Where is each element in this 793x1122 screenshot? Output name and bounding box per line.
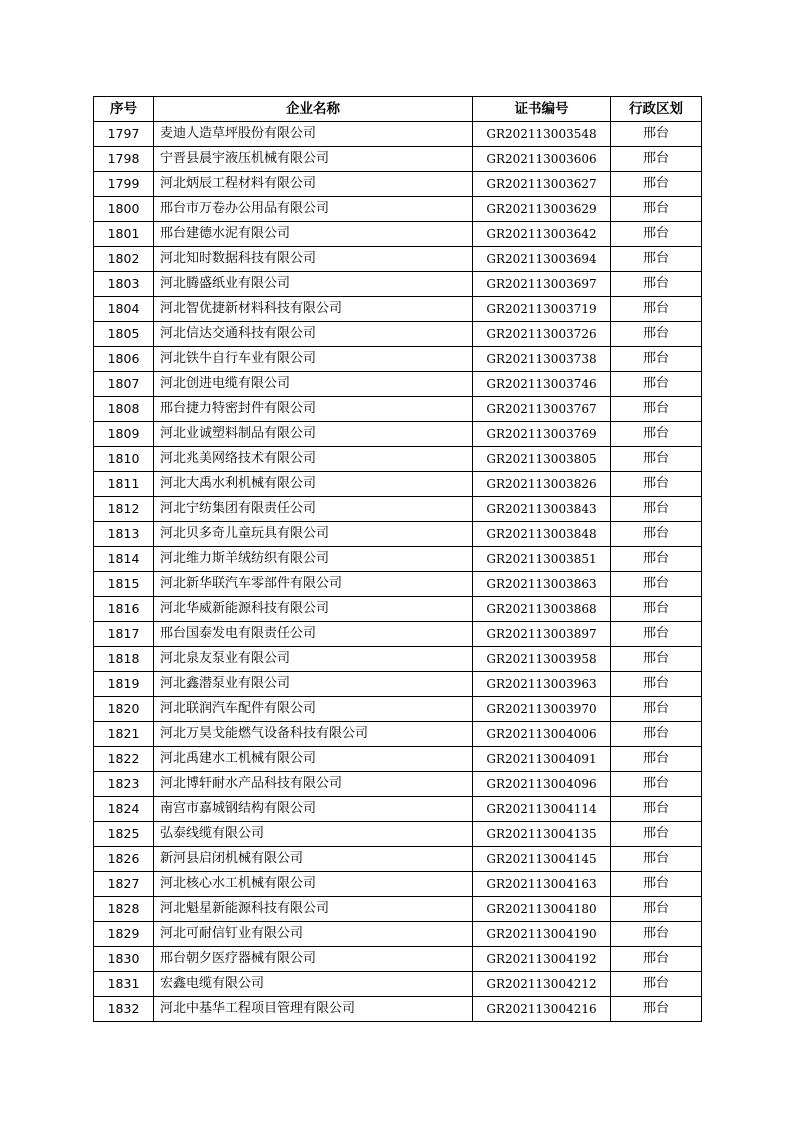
cell-company-name: 宁晋县晨宇液压机械有限公司 bbox=[154, 147, 473, 172]
cell-company-name: 河北核心水工机械有限公司 bbox=[154, 872, 473, 897]
table-row bbox=[94, 697, 702, 722]
cell-index: 1808 bbox=[94, 397, 154, 422]
cell-index: 1810 bbox=[94, 447, 154, 472]
cell-index: 1802 bbox=[94, 247, 154, 272]
cell-certificate-number: GR202113003826 bbox=[473, 472, 611, 497]
cell-district: 邢台 bbox=[611, 872, 702, 897]
cell-district: 邢台 bbox=[611, 472, 702, 497]
cell-index: 1798 bbox=[94, 147, 154, 172]
cell-certificate-number: GR202113003746 bbox=[473, 372, 611, 397]
cell-company-name: 河北中基华工程项目管理有限公司 bbox=[154, 997, 473, 1022]
table-row bbox=[94, 997, 702, 1022]
cell-company-name: 河北新华联汽车零部件有限公司 bbox=[154, 572, 473, 597]
cell-certificate-number: GR202113004096 bbox=[473, 772, 611, 797]
cell-certificate-number: GR202113004135 bbox=[473, 822, 611, 847]
cell-index: 1805 bbox=[94, 322, 154, 347]
header-district: 行政区划 bbox=[611, 97, 702, 122]
table-row bbox=[94, 722, 702, 747]
cell-district: 邢台 bbox=[611, 797, 702, 822]
cell-index: 1824 bbox=[94, 797, 154, 822]
cell-certificate-number: GR202113003843 bbox=[473, 497, 611, 522]
cell-company-name: 河北宁纺集团有限责任公司 bbox=[154, 497, 473, 522]
cell-index: 1826 bbox=[94, 847, 154, 872]
table-header bbox=[94, 97, 702, 122]
cell-index: 1817 bbox=[94, 622, 154, 647]
table-row bbox=[94, 922, 702, 947]
cell-district: 邢台 bbox=[611, 597, 702, 622]
cell-index: 1821 bbox=[94, 722, 154, 747]
header-row bbox=[94, 97, 702, 122]
cell-index: 1809 bbox=[94, 422, 154, 447]
cell-index: 1801 bbox=[94, 222, 154, 247]
cell-company-name: 河北智优捷新材料科技有限公司 bbox=[154, 297, 473, 322]
cell-certificate-number: GR202113004091 bbox=[473, 747, 611, 772]
cell-index: 1827 bbox=[94, 872, 154, 897]
table-row bbox=[94, 272, 702, 297]
table-row bbox=[94, 347, 702, 372]
cell-certificate-number: GR202113003719 bbox=[473, 297, 611, 322]
cell-index: 1832 bbox=[94, 997, 154, 1022]
cell-district: 邢台 bbox=[611, 547, 702, 572]
cell-index: 1804 bbox=[94, 297, 154, 322]
cell-company-name: 邢台朝夕医疗器械有限公司 bbox=[154, 947, 473, 972]
cell-company-name: 河北博轩耐水产品科技有限公司 bbox=[154, 772, 473, 797]
cell-certificate-number: GR202113003863 bbox=[473, 572, 611, 597]
table-row bbox=[94, 747, 702, 772]
table-row bbox=[94, 147, 702, 172]
cell-index: 1820 bbox=[94, 697, 154, 722]
cell-certificate-number: GR202113003963 bbox=[473, 672, 611, 697]
cell-company-name: 河北大禹水利机械有限公司 bbox=[154, 472, 473, 497]
cell-company-name: 邢台市万卷办公用品有限公司 bbox=[154, 197, 473, 222]
cell-district: 邢台 bbox=[611, 922, 702, 947]
cell-district: 邢台 bbox=[611, 147, 702, 172]
cell-index: 1831 bbox=[94, 972, 154, 997]
cell-certificate-number: GR202113004180 bbox=[473, 897, 611, 922]
table-row bbox=[94, 422, 702, 447]
cell-company-name: 河北可耐信钉业有限公司 bbox=[154, 922, 473, 947]
table-row bbox=[94, 447, 702, 472]
cell-district: 邢台 bbox=[611, 572, 702, 597]
cell-certificate-number: GR202113004192 bbox=[473, 947, 611, 972]
cell-company-name: 河北华威新能源科技有限公司 bbox=[154, 597, 473, 622]
cell-certificate-number: GR202113003548 bbox=[473, 122, 611, 147]
table-row bbox=[94, 897, 702, 922]
cell-district: 邢台 bbox=[611, 622, 702, 647]
cell-district: 邢台 bbox=[611, 947, 702, 972]
cell-district: 邢台 bbox=[611, 272, 702, 297]
table-row bbox=[94, 172, 702, 197]
table-body bbox=[94, 122, 702, 1022]
cell-index: 1811 bbox=[94, 472, 154, 497]
cell-district: 邢台 bbox=[611, 522, 702, 547]
cell-company-name: 南宫市嘉城钢结构有限公司 bbox=[154, 797, 473, 822]
cell-index: 1813 bbox=[94, 522, 154, 547]
cell-certificate-number: GR202113003642 bbox=[473, 222, 611, 247]
table-row bbox=[94, 647, 702, 672]
table-row bbox=[94, 397, 702, 422]
cell-certificate-number: GR202113003697 bbox=[473, 272, 611, 297]
cell-certificate-number: GR202113003769 bbox=[473, 422, 611, 447]
cell-index: 1803 bbox=[94, 272, 154, 297]
cell-index: 1823 bbox=[94, 772, 154, 797]
cell-company-name: 河北万昊戈能燃气设备科技有限公司 bbox=[154, 722, 473, 747]
cell-company-name: 河北炳辰工程材料有限公司 bbox=[154, 172, 473, 197]
cell-index: 1819 bbox=[94, 672, 154, 697]
cell-district: 邢台 bbox=[611, 672, 702, 697]
cell-district: 邢台 bbox=[611, 822, 702, 847]
header-certificate-number: 证书编号 bbox=[473, 97, 611, 122]
table-row bbox=[94, 622, 702, 647]
cell-certificate-number: GR202113004006 bbox=[473, 722, 611, 747]
cell-certificate-number: GR202113003970 bbox=[473, 697, 611, 722]
cell-index: 1815 bbox=[94, 572, 154, 597]
header-index: 序号 bbox=[94, 97, 154, 122]
cell-company-name: 河北鑫潜泵业有限公司 bbox=[154, 672, 473, 697]
table-row bbox=[94, 122, 702, 147]
cell-certificate-number: GR202113004216 bbox=[473, 997, 611, 1022]
cell-district: 邢台 bbox=[611, 297, 702, 322]
cell-index: 1812 bbox=[94, 497, 154, 522]
cell-index: 1814 bbox=[94, 547, 154, 572]
cell-company-name: 河北业诚塑料制品有限公司 bbox=[154, 422, 473, 447]
cell-company-name: 河北禹建水工机械有限公司 bbox=[154, 747, 473, 772]
cell-certificate-number: GR202113003629 bbox=[473, 197, 611, 222]
cell-company-name: 河北魁星新能源科技有限公司 bbox=[154, 897, 473, 922]
cell-district: 邢台 bbox=[611, 697, 702, 722]
cell-company-name: 河北维力斯羊绒纺织有限公司 bbox=[154, 547, 473, 572]
table-row bbox=[94, 947, 702, 972]
table-row bbox=[94, 547, 702, 572]
table-row bbox=[94, 872, 702, 897]
cell-district: 邢台 bbox=[611, 247, 702, 272]
cell-company-name: 河北信达交通科技有限公司 bbox=[154, 322, 473, 347]
cell-certificate-number: GR202113003851 bbox=[473, 547, 611, 572]
cell-certificate-number: GR202113004163 bbox=[473, 872, 611, 897]
cell-district: 邢台 bbox=[611, 497, 702, 522]
cell-district: 邢台 bbox=[611, 397, 702, 422]
cell-company-name: 河北创进电缆有限公司 bbox=[154, 372, 473, 397]
cell-company-name: 邢台捷力特密封件有限公司 bbox=[154, 397, 473, 422]
cell-index: 1825 bbox=[94, 822, 154, 847]
table-row bbox=[94, 847, 702, 872]
cell-company-name: 河北腾盛纸业有限公司 bbox=[154, 272, 473, 297]
table-row bbox=[94, 247, 702, 272]
cell-district: 邢台 bbox=[611, 722, 702, 747]
cell-certificate-number: GR202113004190 bbox=[473, 922, 611, 947]
cell-certificate-number: GR202113003897 bbox=[473, 622, 611, 647]
cell-district: 邢台 bbox=[611, 897, 702, 922]
cell-district: 邢台 bbox=[611, 772, 702, 797]
cell-district: 邢台 bbox=[611, 122, 702, 147]
cell-company-name: 河北铁牛自行车业有限公司 bbox=[154, 347, 473, 372]
cell-district: 邢台 bbox=[611, 372, 702, 397]
table-row bbox=[94, 672, 702, 697]
table-row bbox=[94, 197, 702, 222]
cell-district: 邢台 bbox=[611, 747, 702, 772]
cell-certificate-number: GR202113003738 bbox=[473, 347, 611, 372]
cell-certificate-number: GR202113003958 bbox=[473, 647, 611, 672]
cell-district: 邢台 bbox=[611, 322, 702, 347]
table-row bbox=[94, 822, 702, 847]
cell-certificate-number: GR202113004114 bbox=[473, 797, 611, 822]
cell-company-name: 弘泰线缆有限公司 bbox=[154, 822, 473, 847]
cell-index: 1797 bbox=[94, 122, 154, 147]
table-row bbox=[94, 222, 702, 247]
cell-company-name: 麦迪人造草坪股份有限公司 bbox=[154, 122, 473, 147]
table-row bbox=[94, 772, 702, 797]
cell-certificate-number: GR202113003767 bbox=[473, 397, 611, 422]
table-row bbox=[94, 522, 702, 547]
cell-company-name: 邢台国泰发电有限责任公司 bbox=[154, 622, 473, 647]
cell-index: 1818 bbox=[94, 647, 154, 672]
cell-certificate-number: GR202113003726 bbox=[473, 322, 611, 347]
cell-certificate-number: GR202113003805 bbox=[473, 447, 611, 472]
company-table bbox=[93, 96, 702, 1022]
table-row bbox=[94, 972, 702, 997]
table-row bbox=[94, 472, 702, 497]
cell-company-name: 河北泉友泵业有限公司 bbox=[154, 647, 473, 672]
table-row bbox=[94, 572, 702, 597]
cell-district: 邢台 bbox=[611, 347, 702, 372]
cell-index: 1830 bbox=[94, 947, 154, 972]
cell-index: 1829 bbox=[94, 922, 154, 947]
cell-district: 邢台 bbox=[611, 972, 702, 997]
cell-certificate-number: GR202113003606 bbox=[473, 147, 611, 172]
cell-district: 邢台 bbox=[611, 197, 702, 222]
cell-district: 邢台 bbox=[611, 647, 702, 672]
cell-certificate-number: GR202113003627 bbox=[473, 172, 611, 197]
cell-district: 邢台 bbox=[611, 422, 702, 447]
cell-district: 邢台 bbox=[611, 172, 702, 197]
cell-district: 邢台 bbox=[611, 997, 702, 1022]
cell-index: 1800 bbox=[94, 197, 154, 222]
header-company-name: 企业名称 bbox=[154, 97, 473, 122]
cell-certificate-number: GR202113003694 bbox=[473, 247, 611, 272]
cell-company-name: 河北兆美网络技术有限公司 bbox=[154, 447, 473, 472]
table-row bbox=[94, 797, 702, 822]
cell-company-name: 新河县启闭机械有限公司 bbox=[154, 847, 473, 872]
cell-company-name: 河北联润汽车配件有限公司 bbox=[154, 697, 473, 722]
cell-certificate-number: GR202113003848 bbox=[473, 522, 611, 547]
cell-certificate-number: GR202113004145 bbox=[473, 847, 611, 872]
cell-company-name: 河北知时数据科技有限公司 bbox=[154, 247, 473, 272]
table-row bbox=[94, 372, 702, 397]
cell-index: 1807 bbox=[94, 372, 154, 397]
table-row bbox=[94, 322, 702, 347]
cell-company-name: 邢台建德水泥有限公司 bbox=[154, 222, 473, 247]
cell-index: 1816 bbox=[94, 597, 154, 622]
cell-certificate-number: GR202113004212 bbox=[473, 972, 611, 997]
cell-certificate-number: GR202113003868 bbox=[473, 597, 611, 622]
cell-district: 邢台 bbox=[611, 222, 702, 247]
cell-district: 邢台 bbox=[611, 447, 702, 472]
table-row bbox=[94, 597, 702, 622]
cell-index: 1822 bbox=[94, 747, 154, 772]
cell-company-name: 宏鑫电缆有限公司 bbox=[154, 972, 473, 997]
cell-index: 1828 bbox=[94, 897, 154, 922]
cell-index: 1799 bbox=[94, 172, 154, 197]
table-row bbox=[94, 297, 702, 322]
cell-district: 邢台 bbox=[611, 847, 702, 872]
cell-company-name: 河北贝多奇儿童玩具有限公司 bbox=[154, 522, 473, 547]
cell-index: 1806 bbox=[94, 347, 154, 372]
table-row bbox=[94, 497, 702, 522]
